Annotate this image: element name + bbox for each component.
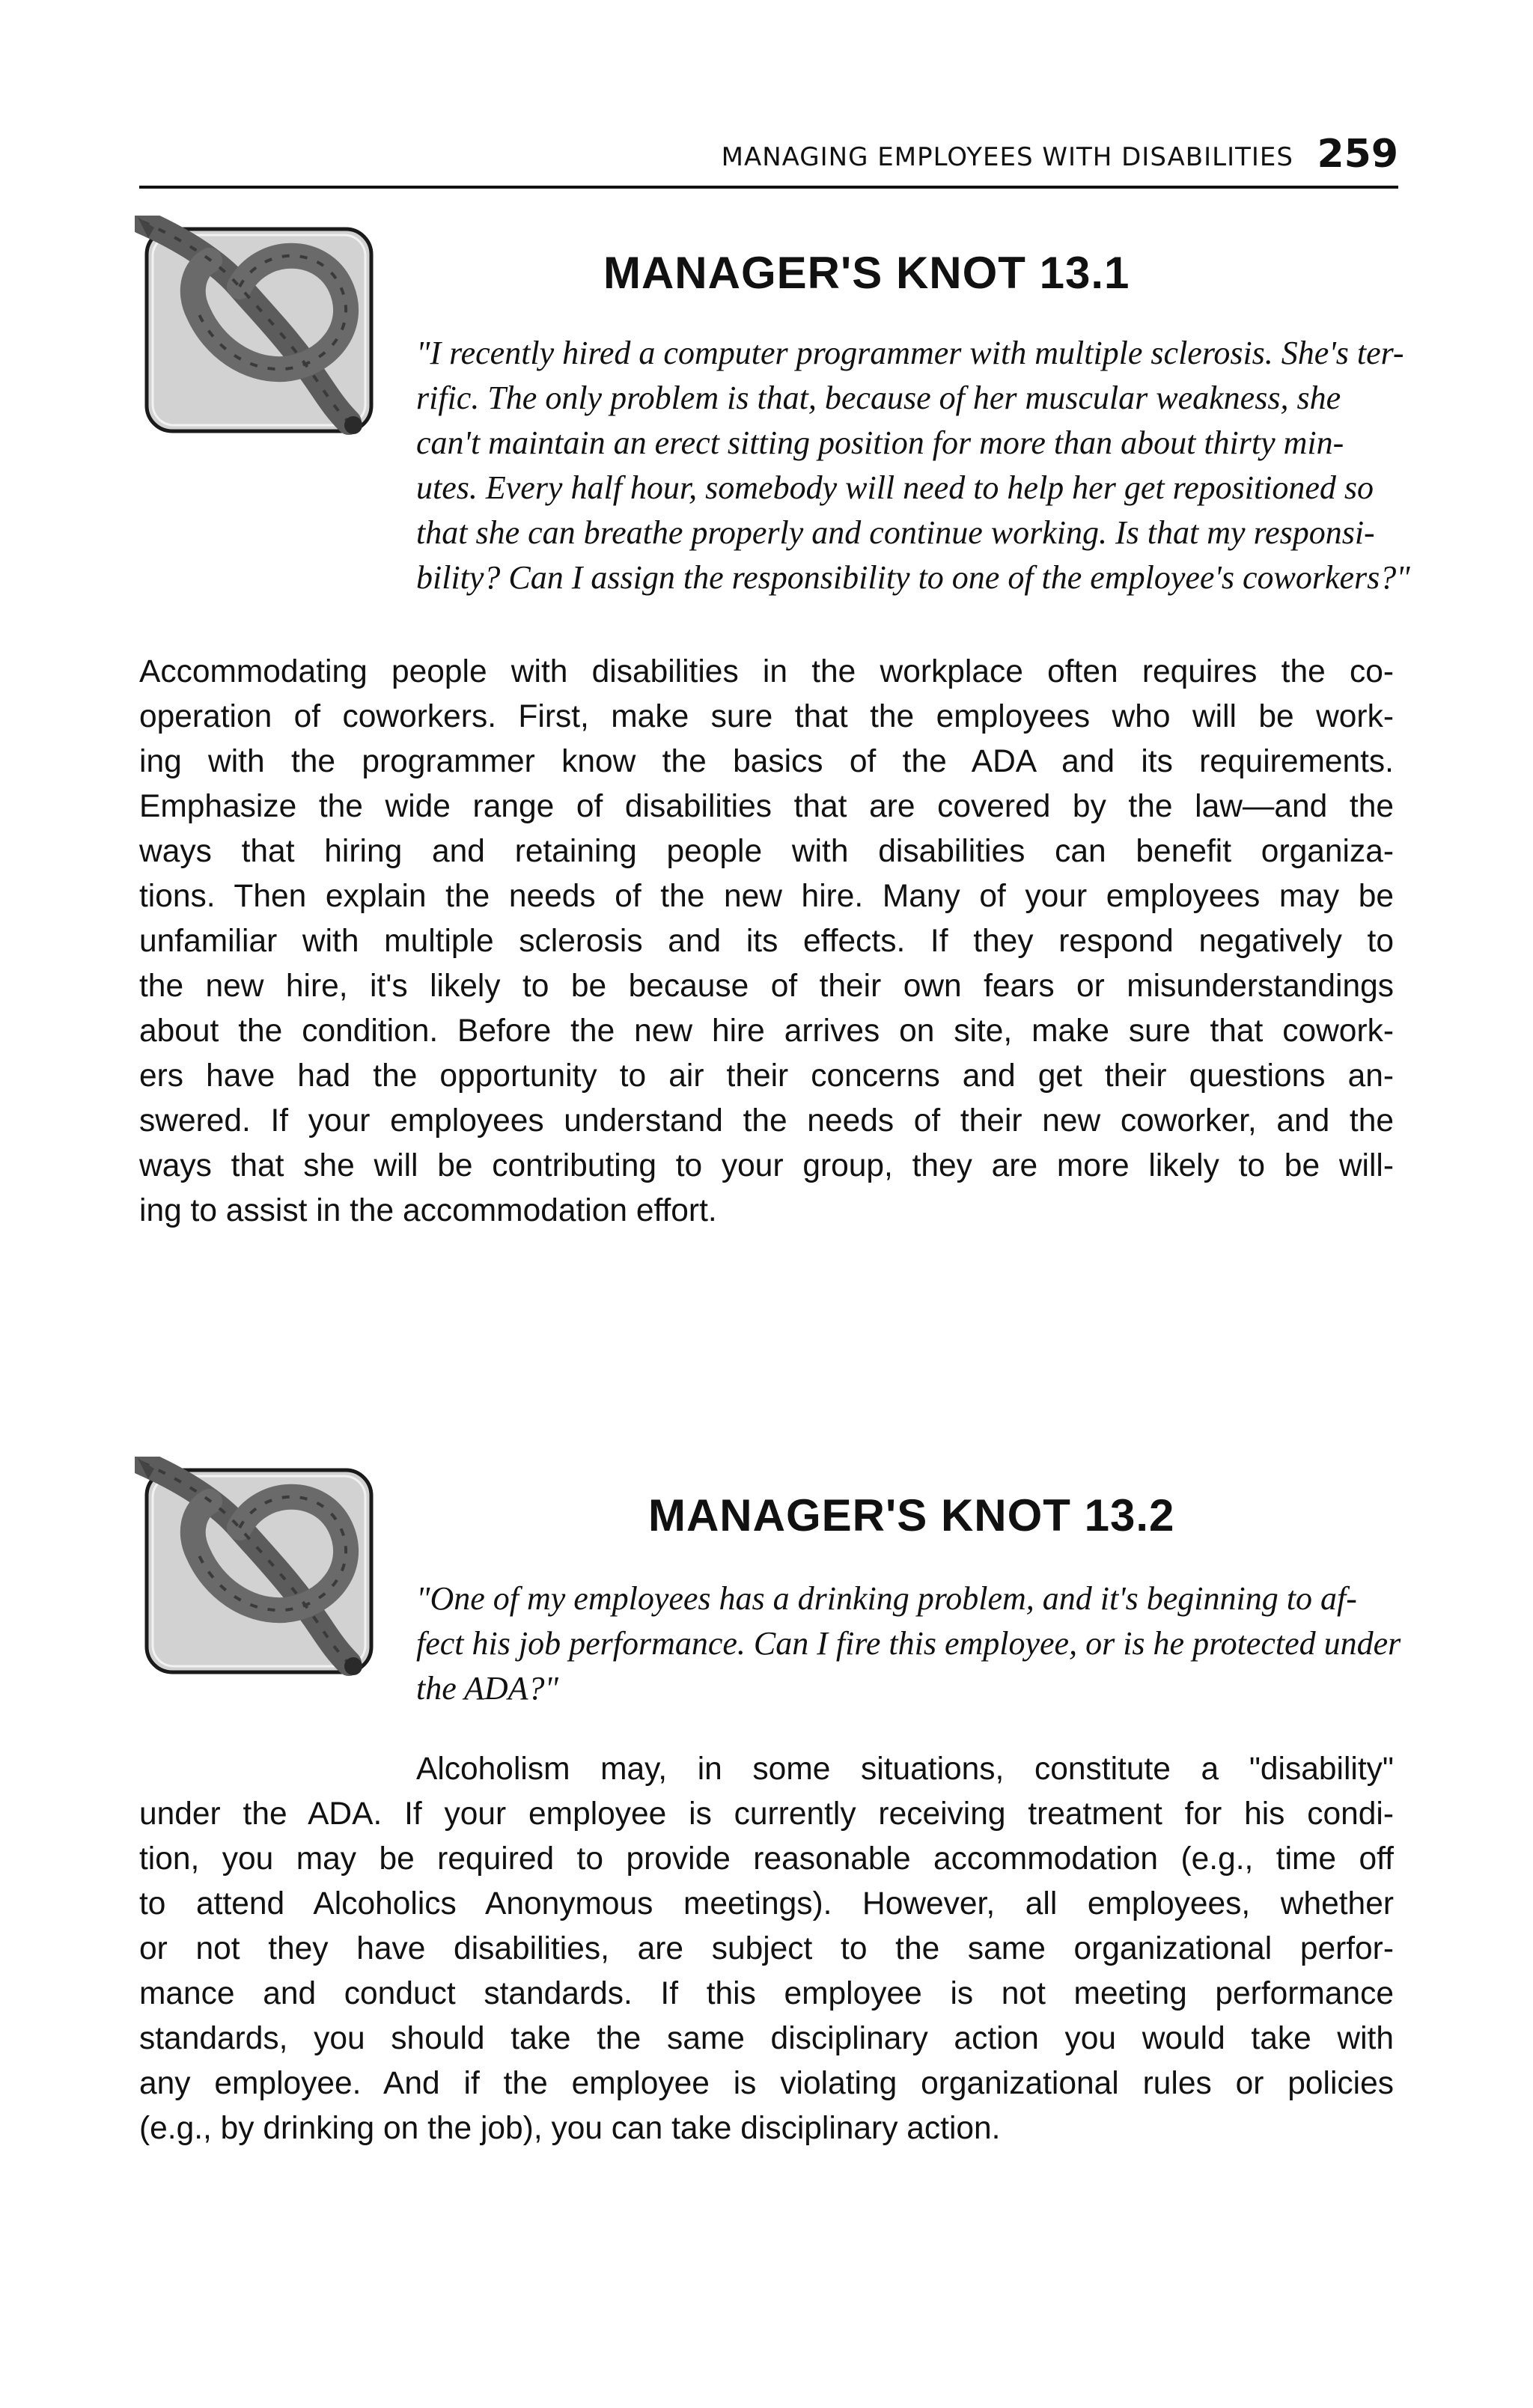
running-header-title: MANAGING EMPLOYEES WITH DISABILITIES (721, 142, 1293, 172)
body-line: standards, you should take the same disciplinary action you would take with (139, 2021, 1394, 2056)
page-number: 259 (1317, 132, 1398, 177)
body-line: about the condition. Before the new hire arrives on site, make sure that cowork- (139, 1014, 1394, 1049)
body-line: ways that hiring and retaining people with disabilities can benefit organiza- (139, 834, 1394, 869)
header-rule (139, 186, 1398, 189)
knot-quote (416, 1576, 1401, 1711)
body-paragraph (139, 650, 1394, 1234)
body-line: swered. If your employees understand the needs of their new coworker, and the (139, 1103, 1394, 1139)
body-line: Emphasize the wide range of disabilities that are covered by the law—and the (139, 789, 1394, 824)
body-line: or not they have disabilities, are subject to the same organizational perfor- (139, 1931, 1394, 1966)
rope-knot-icon (135, 216, 382, 440)
body-line: Alcoholism may, in some situations, constitute a "disability" (416, 1752, 1394, 1787)
body-line: ing with the programmer know the basics of the ADA and its requirements. (139, 744, 1394, 779)
body-line: operation of coworkers. First, make sure that the employees who will be work- (139, 699, 1394, 734)
quote-line: utes. Every half hour, somebody will need to help her get repositioned so (416, 469, 1374, 506)
quote-line: "One of my employees has a drinking problem, and it's beginning to af- (416, 1580, 1357, 1617)
knot-heading: MANAGER'S KNOT 13.2 (648, 1490, 1175, 1540)
knot-heading: MANAGER'S KNOT 13.1 (603, 248, 1130, 298)
body-line: any employee. And if the employee is violating organizational rules or policies (139, 2066, 1394, 2101)
quote-line: "I recently hired a computer programmer with multiple sclerosis. She's ter- (416, 335, 1404, 371)
body-paragraph (139, 1747, 1394, 2151)
quote-line: rific. The only problem is that, because of her muscular weakness, she (416, 380, 1341, 416)
running-header (139, 126, 1398, 189)
quote-line: can't maintain an erect sitting position for more than about thirty min- (416, 424, 1344, 461)
body-line: under the ADA. If your employee is currently receiving treatment for his condi- (139, 1796, 1394, 1832)
body-line: the new hire, it's likely to be because of their own fears or misunderstandings (139, 969, 1394, 1004)
body-line: tion, you may be required to provide reasonable accommodation (e.g., time off (139, 1841, 1394, 1877)
quote-line: bility? Can I assign the responsibility to one of the employee's coworkers?" (416, 559, 1410, 596)
body-line: ers have had the opportunity to air their concerns and get their questions an- (139, 1058, 1394, 1094)
body-line: mance and conduct standards. If this employee is not meeting performance (139, 1976, 1394, 2011)
quote-line: that she can breathe properly and continue working. Is that my responsi- (416, 514, 1375, 551)
body-line: ing to assist in the accommodation effort. (139, 1193, 717, 1228)
quote-line: the ADA?" (416, 1670, 558, 1707)
rope-knot-icon (135, 1457, 382, 1681)
body-line: to attend Alcoholics Anonymous meetings). However, all employees, whether (139, 1886, 1394, 1921)
body-line: (e.g., by drinking on the job), you can take disciplinary action. (139, 2111, 1001, 2146)
body-line: unfamiliar with multiple sclerosis and its effects. If they respond negatively to (139, 924, 1394, 959)
body-line: tions. Then explain the needs of the new hire. Many of your employees may be (139, 879, 1394, 914)
body-line: ways that she will be contributing to your group, they are more likely to be will- (139, 1148, 1394, 1183)
body-line: Accommodating people with disabilities in the workplace often requires the co- (139, 654, 1394, 689)
quote-line: fect his job performance. Can I fire this employee, or is he protected under (416, 1625, 1401, 1662)
knot-quote (416, 331, 1410, 600)
